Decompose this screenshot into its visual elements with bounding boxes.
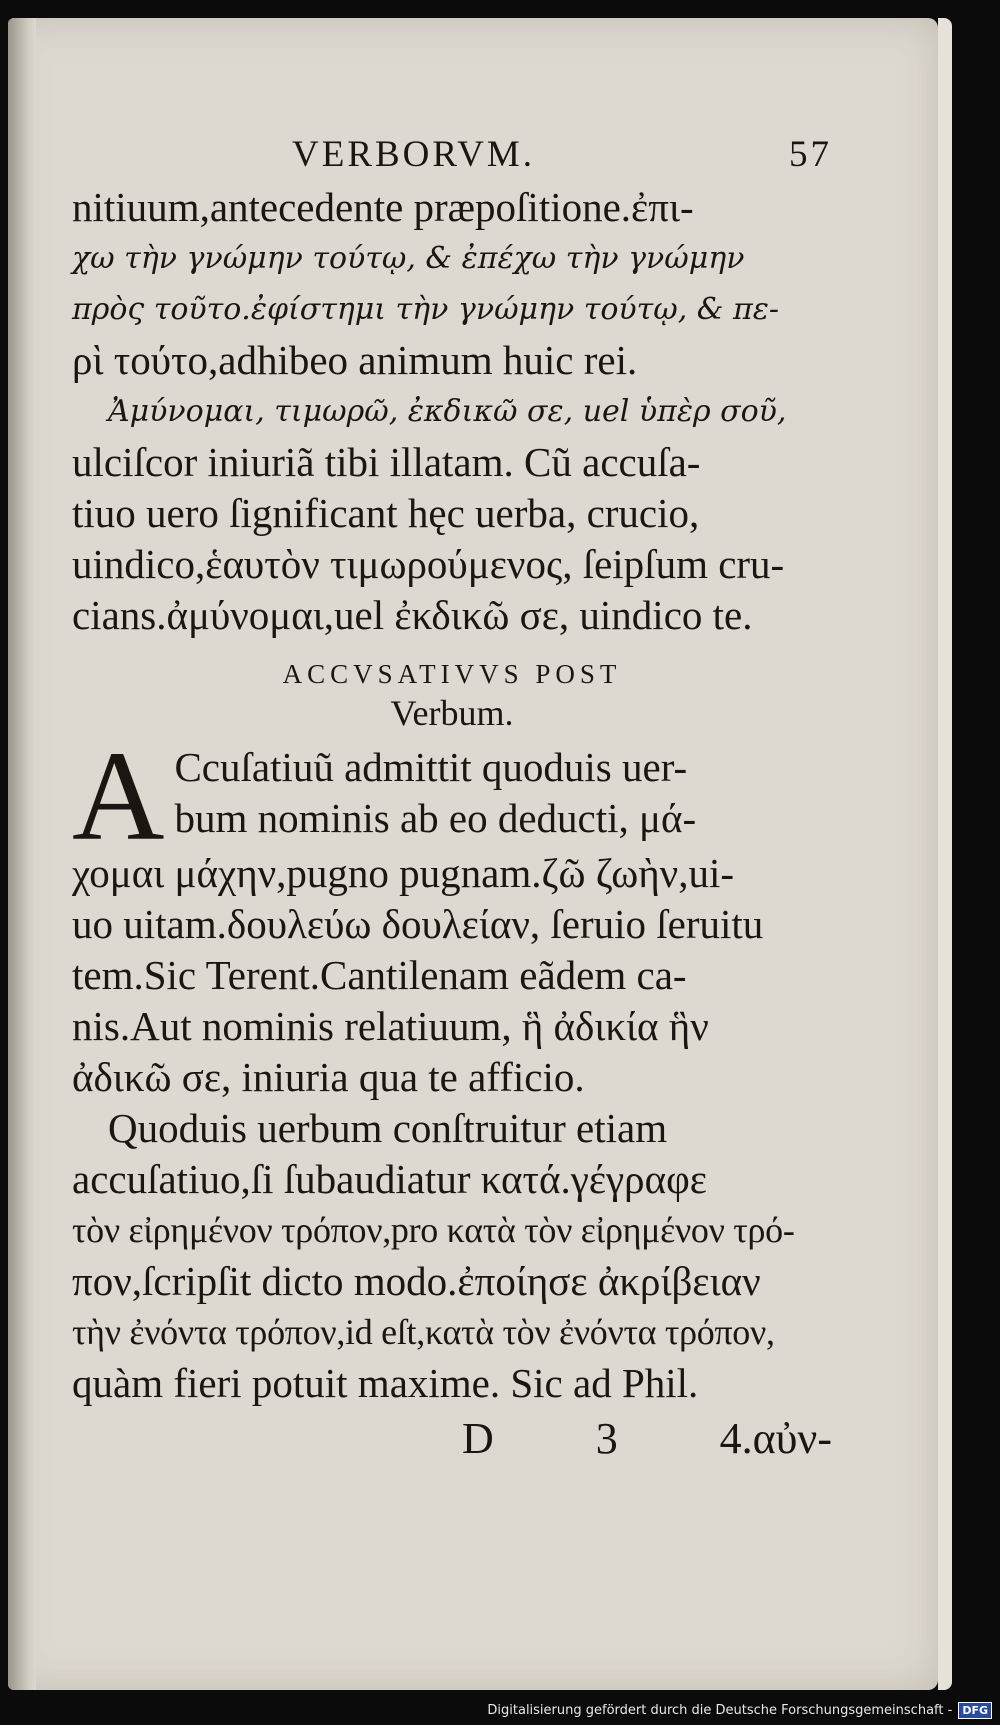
text-line: uindico,ἑαυτὸν τιμωρούμενος, ſeipſum cru-: [72, 541, 785, 587]
paragraph-4: [72, 1103, 832, 1409]
text-line: tiuo uero ſignificant hęc uerba, crucio,: [72, 490, 700, 536]
text-line: tem.Sic Terent.Cantilenam eãdem ca-: [72, 952, 687, 998]
paragraph-2: [72, 386, 832, 641]
text-line: Quoduis uerbum conſtruitur etiam: [108, 1105, 668, 1151]
text-line: uo uitam.δουλεύω δουλείαν, ſeruio ſeruitu: [72, 901, 764, 947]
text-line: τὸν εἰρημένον τρόπον,pro κατὰ τὸν εἰρημένον τρό-: [72, 1210, 795, 1250]
text-line: cians.ἀμύνομαι,uel ἐκδικῶ σε, uindico te.: [72, 592, 753, 638]
text-line: Ccuſatiuũ admittit quoduis uer-: [174, 744, 688, 790]
page-edge: [938, 18, 952, 1690]
text-line: ρὶ τούτο,adhibeo animum huic rei.: [72, 337, 638, 383]
text-line: τὴν ἐνόντα τρόπον,id eſt,κατὰ τὸν ἐνόντα τρόπον,: [72, 1312, 775, 1352]
paragraph-1: [72, 182, 832, 386]
signature-line: [72, 1413, 832, 1464]
catchword: 4.αὐν-: [719, 1414, 832, 1463]
text-line: quàm fieri potuit maxime. Sic ad Phil.: [72, 1360, 699, 1406]
page-gutter: [8, 18, 36, 1690]
dfg-logo: DFG: [958, 1702, 992, 1719]
text-line: nis.Aut nominis relatiuum, ἣ ἀδικία ἣν: [72, 1003, 709, 1049]
page-text: [72, 133, 832, 1464]
running-head: [72, 133, 832, 176]
signature-number: 3: [595, 1414, 618, 1463]
text-line: χομαι μάχην,pugno pugnam.ζῶ ζωὴν,ui-: [72, 850, 734, 896]
text-line: nitiuum,antecedente præpoſitione.ἐπι-: [72, 184, 694, 230]
text-line: πον,ſcripſit dicto modo.ἐποίησε ἀκρίβειαν: [72, 1258, 761, 1304]
book-page: [8, 18, 938, 1690]
text-line: Ἀμύνομαι, τιμωρῶ, ἐκδικῶ σε, uel ὑπὲρ σοῦ,: [108, 394, 787, 429]
text-line: ἀδικῶ σε, iniuria qua te afficio.: [72, 1054, 585, 1100]
section-heading: ACCVSATIVVS POST: [282, 659, 622, 689]
paragraph-3: [72, 725, 832, 1103]
text-line: accuſatiuo,ſi ſubaudiatur κατά.γέγραφε: [72, 1156, 707, 1202]
signature-mark: D: [462, 1414, 494, 1463]
footer-bar: [0, 1695, 1000, 1725]
section-subheading: Verbum.: [390, 693, 514, 733]
text-line: πρὸς τοῦτο.ἐφίστημι τὴν γνώμην τούτῳ, & πε-: [72, 292, 779, 327]
text-line: bum nominis ab eo deducti, μά-: [174, 795, 697, 841]
drop-cap: A: [72, 725, 165, 867]
footer-credit: Digitalisierung gefördert durch die Deutsche Forschungsgemeinschaft -: [487, 1702, 953, 1718]
text-line: ulciſcor iniuriã tibi illatam. Cũ accuſa-: [72, 439, 701, 485]
text-line: χω τὴν γνώμην τούτῳ, & ἐπέχω τὴν γνώμην: [72, 241, 745, 276]
page-number: 57: [789, 134, 832, 175]
running-title: VERBORVM.: [292, 134, 535, 175]
